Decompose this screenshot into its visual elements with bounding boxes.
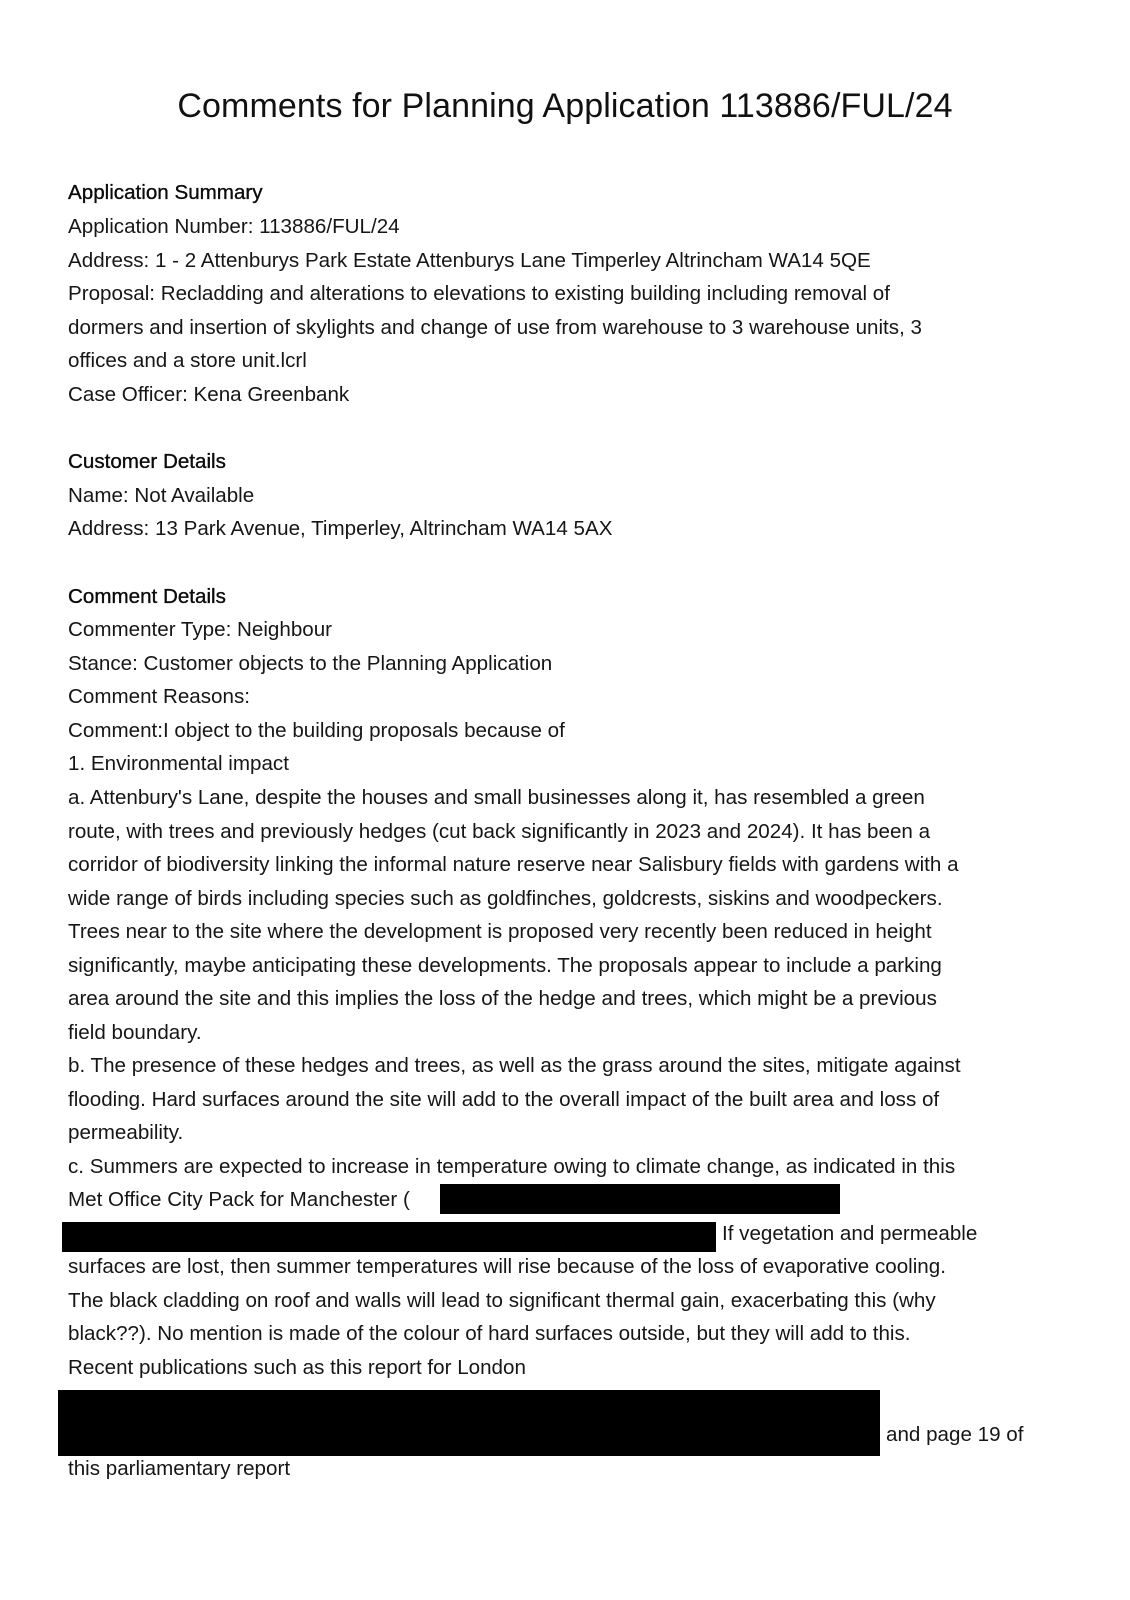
- point-heading: 1. Environmental impact: [68, 752, 289, 775]
- comment-text-line: area around the site and this implies the loss of the hedge and trees, which might be a previous: [68, 987, 937, 1010]
- proposal-line: offices and a store unit.lcrl: [68, 349, 307, 372]
- comment-text-line: b. The presence of these hedges and trees, as well as the grass around the sites, mitigate against: [68, 1054, 961, 1077]
- comment-text-line: flooding. Hard surfaces around the site will add to the overall impact of the built area and loss of: [68, 1088, 940, 1111]
- comment-text-line: surfaces are lost, then summer temperatures will rise because of the loss of evaporative cooling.: [68, 1255, 946, 1278]
- application-number: Application Number: 113886/FUL/24: [68, 215, 400, 238]
- case-officer: Case Officer: Kena Greenbank: [68, 383, 350, 406]
- comment-text-line: this parliamentary report: [68, 1457, 291, 1480]
- comment-text-line: wide range of birds including species such as goldfinches, goldcrests, siskins and woodpeckers.: [68, 887, 943, 910]
- commenter-type: Commenter Type: Neighbour: [68, 618, 333, 641]
- customer-details-heading: Customer Details: [68, 450, 226, 473]
- proposal-line: dormers and insertion of skylights and change of use from warehouse to 3 warehouse units, 3: [68, 316, 922, 339]
- comment-text-line: field boundary.: [68, 1021, 202, 1044]
- comment-text-line: black??). No mention is made of the colour of hard surfaces outside, but they will add to this.: [68, 1322, 911, 1345]
- comment-text-line: Trees near to the site where the development is proposed very recently been reduced in height: [68, 920, 932, 943]
- comment-text-line: route, with trees and previously hedges (cut back significantly in 2023 and 2024). It has been a: [68, 820, 931, 843]
- page-title: Comments for Planning Application 113886/FUL/24: [177, 87, 953, 125]
- comment-details-heading: Comment Details: [68, 585, 226, 608]
- comment-text-fragment: and page 19 of: [886, 1423, 1024, 1446]
- customer-name: Name: Not Available: [68, 484, 255, 507]
- redaction-bar: [62, 1222, 716, 1252]
- redaction-bar: [440, 1184, 840, 1214]
- application-address: Address: 1 - 2 Attenburys Park Estate Attenburys Lane Timperley Altrincham WA14 5QE: [68, 249, 871, 272]
- comment-text-line: corridor of biodiversity linking the informal nature reserve near Salisbury fields with gardens with a: [68, 853, 959, 876]
- redaction-block: [58, 1390, 880, 1456]
- comment-text-line: [68, 1187, 410, 1213]
- comment-intro: Comment:I object to the building proposals because of: [68, 719, 565, 742]
- comment-text-fragment: If vegetation and permeable: [722, 1222, 978, 1245]
- stance: Stance: Customer objects to the Planning Application: [68, 652, 553, 675]
- comment-text-line: c. Summers are expected to increase in temperature owing to climate change, as indicated in this: [68, 1155, 956, 1178]
- comment-text-line: permeability.: [68, 1121, 184, 1144]
- comment-text-line: significantly, maybe anticipating these developments. The proposals appear to include a parking: [68, 954, 942, 977]
- comment-reasons: Comment Reasons:: [68, 685, 250, 708]
- comment-text-line: The black cladding on roof and walls will lead to significant thermal gain, exacerbating this (why: [68, 1289, 936, 1312]
- comment-text-line: a. Attenbury's Lane, despite the houses and small businesses along it, has resembled a green: [68, 786, 925, 809]
- comment-text-line: Recent publications such as this report for London: [68, 1356, 526, 1379]
- application-summary-heading: Application Summary: [68, 181, 263, 204]
- proposal-line: Proposal: Recladding and alterations to elevations to existing building including removal of: [68, 282, 890, 305]
- customer-address: Address: 13 Park Avenue, Timperley, Altrincham WA14 5AX: [68, 517, 613, 540]
- comment-text-fragment: Met Office City Pack for Manchester (: [68, 1188, 410, 1211]
